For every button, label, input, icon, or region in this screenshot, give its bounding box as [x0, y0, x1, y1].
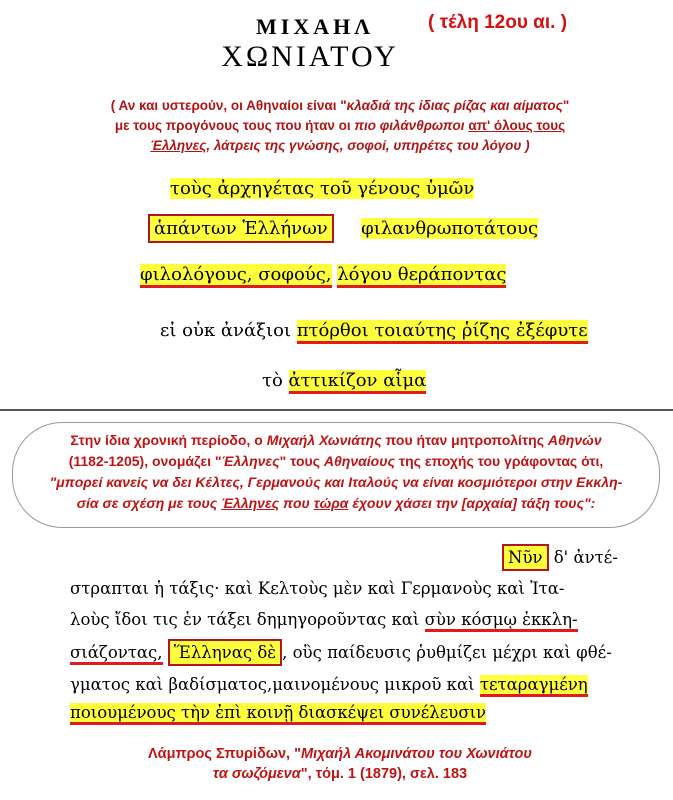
- citation: Λάμπρος Σπυρίδων, "Μιχαήλ Ακομινάτου του Χωνιάτου τα σωζόμενα", τόμ. 1 (1879), σελ. 183: [148, 746, 532, 782]
- quote-line-2: στραπται ἡ τάξις· καὶ Κελτοὺς μὲν καὶ Γερμανοὺς καὶ Ἰτα-: [70, 579, 565, 598]
- quote-line-1: Νῦν δ' ἀντέ-: [502, 548, 618, 567]
- quote-line-4: σιάζοντας, Ἕλληνας δὲ , οὓς παίδευσις ῥυθμίζει μέχρι καὶ φθέ-: [70, 643, 612, 662]
- greek-line-2: ἁπάντων Ἑλλήνων φιλανθρωποτάτους: [148, 218, 538, 239]
- greek-line-3: φιλολόγους, σοφούς, λόγου θεράποντας: [140, 264, 506, 285]
- quote-line-6: ποιουμένους τὴν ἐπὶ κοινῇ διασκέψει συνέλευσιν: [70, 703, 486, 722]
- section-divider: [0, 409, 673, 411]
- greek-line-5: τὸ ἀττικίζον αἷμα: [262, 370, 426, 391]
- quote-boxed-nyn: Νῦν: [502, 544, 549, 571]
- quote-boxed-hellenas: Ἕλληνας δὲ: [168, 639, 282, 666]
- quote-line-3: λοὺς ἴδοι τις ἐν τάξει δημηγοροῦντας καὶ σὺν κόσμῳ ἐκκλη-: [70, 610, 578, 629]
- greek-line-4: εἰ οὐκ ἀνάξιοι πτόρθοι τοιαύτης ῥίζης ἐξέφυτε: [160, 320, 588, 341]
- modern-explanation: Στην ίδια χρονική περίοδο, ο Μιχαήλ Χωνιάτης που ήταν μητροπολίτης Αθηνών (1182-1205), ονομάζει "Έλληνες" τους Αθηναίους της εποχής του γράφοντας ότι, "μπορεί κανείς να δει Κέλτες, Γερμανούς και Ιταλούς να είναι κοσμιότεροι στην Εκκλη- σία σε σχέση με τους Έλληνες που τώρα έχουν χάσει την [αρχαία] τάξη τους":: [49, 432, 623, 511]
- title-name-line2: ΧΩΝΙΑΤΟΥ: [221, 40, 399, 73]
- greek-boxed-hellenes: ἁπάντων Ἑλλήνων: [148, 214, 334, 243]
- intro-paragraph: ( Αν και υστερούν, οι Αθηναίοι είναι "κλαδιά της ίδιας ρίζας και αίματος" με τους προγόνους τους που ήταν οι πιο φιλάνθρωποι απ' όλους τους Έλληνες, λάτρεις της γνώσης, σοφοί, υπηρέτες του λόγου ): [110, 98, 570, 153]
- greek-line-1: τοὺς ἀρχηγέτας τοῦ γένους ὑμῶν: [170, 178, 475, 199]
- title-name-line1: ΜΙΧΑΗΛ: [256, 14, 374, 39]
- century-label: ( τέλη 12ου αι. ): [428, 12, 568, 33]
- quote-line-5: γματος καὶ βαδίσματος,μαινομένους μικροῦ καὶ τεταραγμένη: [70, 675, 588, 694]
